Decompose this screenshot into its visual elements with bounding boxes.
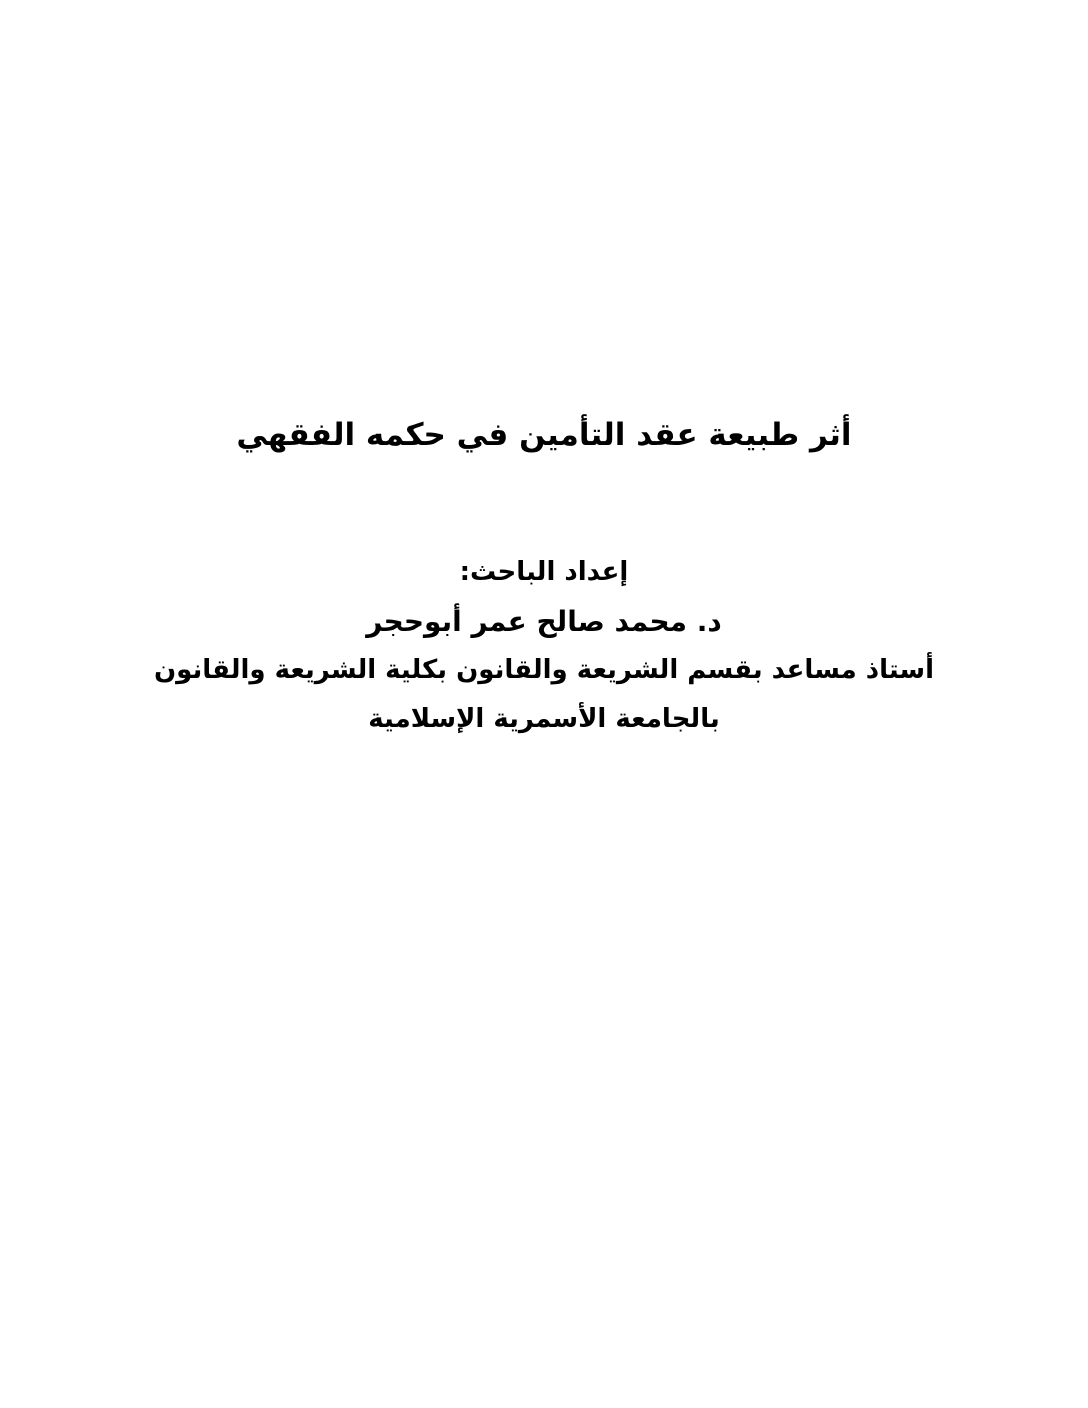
author-name: د. محمد صالح عمر أبوحجر (366, 605, 722, 638)
institution-name: بالجامعة الأسمرية الإسلامية (368, 704, 720, 734)
page-title: أثر طبيعة عقد التأمين في حكمه الفقهي (236, 416, 852, 453)
byline-label: إعداد الباحث: (459, 557, 629, 587)
author-block (0, 548, 1088, 744)
author-position: أستاذ مساعد بقسم الشريعة والقانون بكلية الشريعة والقانون (153, 655, 934, 685)
